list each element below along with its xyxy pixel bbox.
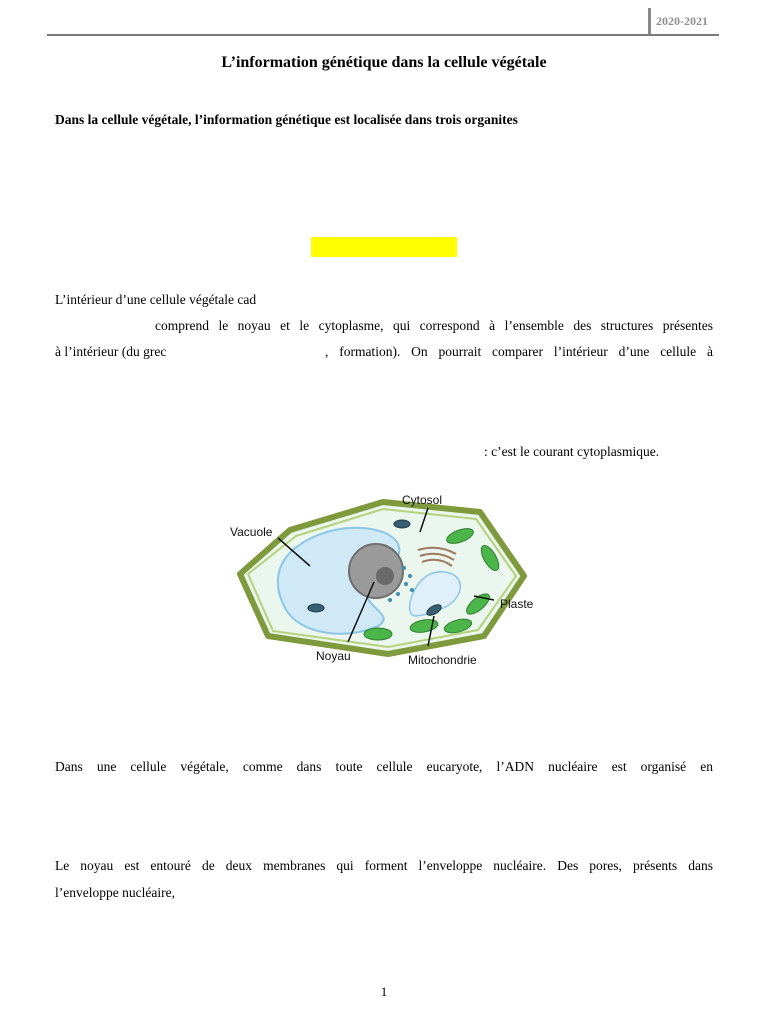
paragraph1-line1: L’intérieur d’une cellule végétale cad [55, 292, 257, 307]
highlight-block [311, 237, 457, 257]
header-rule [47, 34, 719, 36]
paragraph1-line3-end: , formation). On pourrait comparer l’intérieur d’une cellule à [325, 344, 713, 359]
label-vacuole: Vacuole [230, 525, 273, 539]
page-number: 1 [380, 984, 388, 999]
paragraph1-line3-start: à l’intérieur (du grec [55, 344, 167, 359]
header-year: 2020-2021 [656, 14, 708, 28]
label-mitochondrie: Mitochondrie [408, 653, 477, 667]
paragraph1-line2: comprend le noyau et le cytoplasme, qui correspond à l’ensemble des structures présentes [155, 318, 713, 333]
plant-cell-diagram [228, 486, 540, 672]
label-noyau: Noyau [316, 649, 351, 663]
label-plaste: Plaste [500, 597, 534, 611]
paragraph4-line2: l’enveloppe nucléaire, [55, 885, 175, 900]
nucleolus-shape [376, 567, 394, 585]
nucleus-shape [349, 544, 403, 598]
label-cytosol: Cytosol [402, 493, 443, 507]
paragraph4-line1: Le noyau est entouré de deux membranes qui forment l’enveloppe nucléaire. Des pores, présents dans [55, 858, 713, 873]
paragraph3-text: Dans une cellule végétale, comme dans toute cellule eucaryote, l’ADN nucléaire est organisé en [55, 759, 713, 774]
intro-text: Dans la cellule végétale, l’information génétique est localisée dans trois organites [55, 112, 518, 127]
page-title: L’information génétique dans la cellule végétale [221, 54, 547, 71]
paragraph2-text: : c’est le courant cytoplasmique. [484, 444, 660, 459]
